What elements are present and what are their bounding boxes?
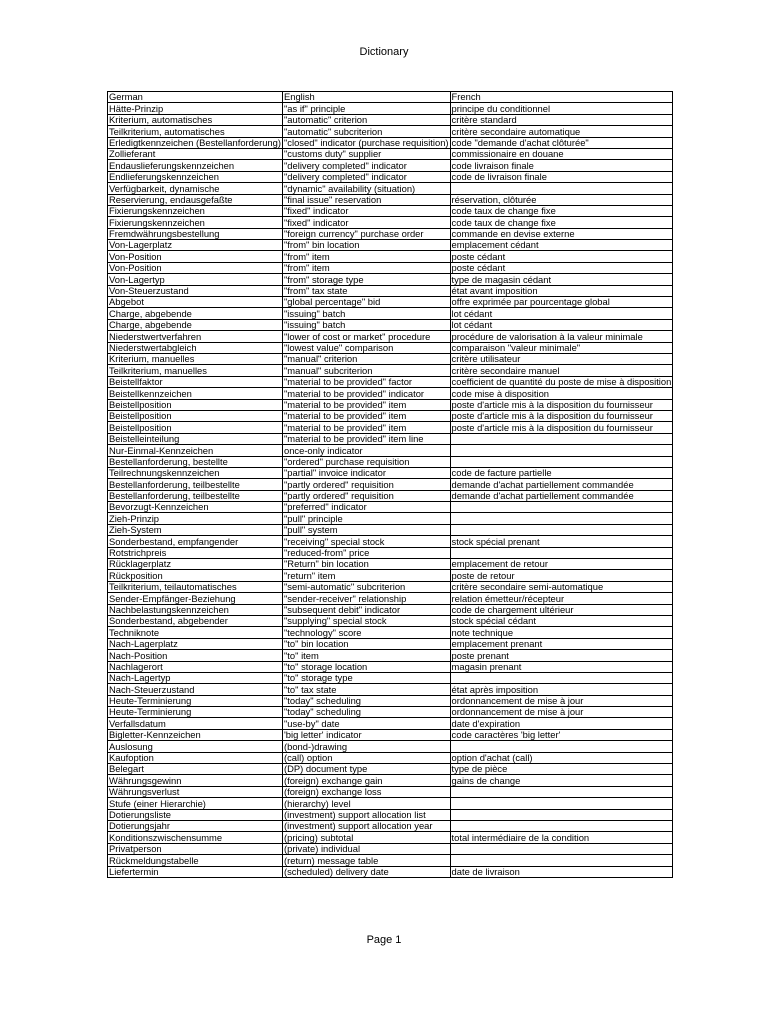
- german-term-cell: Charge, abgebende: [108, 319, 283, 330]
- table-row: [108, 410, 673, 421]
- french-term-cell: [450, 741, 673, 752]
- french-term-cell: [450, 843, 673, 854]
- german-term-cell: Bestellanforderung, teilbestellte: [108, 490, 283, 501]
- french-term-cell: stock spécial prenant: [450, 536, 673, 547]
- german-term-cell: Nach-Lagertyp: [108, 672, 283, 683]
- english-term-cell: "sender-receiver" relationship: [282, 593, 450, 604]
- table-row: [108, 627, 673, 638]
- french-term-cell: note technique: [450, 627, 673, 638]
- table-row: [108, 775, 673, 786]
- english-term-cell: (scheduled) delivery date: [282, 866, 450, 877]
- table-row: [108, 524, 673, 535]
- dictionary-table: [107, 91, 673, 878]
- english-term-cell: "reduced-from" price: [282, 547, 450, 558]
- table-row: [108, 319, 673, 330]
- english-term-cell: "material to be provided" item: [282, 422, 450, 433]
- english-term-cell: "from" item: [282, 251, 450, 262]
- french-term-cell: [450, 821, 673, 832]
- english-term-cell: "lower of cost or market" procedure: [282, 331, 450, 342]
- english-term-cell: (foreign) exchange loss: [282, 786, 450, 797]
- german-term-cell: Reservierung, endausgefaßte: [108, 194, 283, 205]
- french-term-cell: emplacement cédant: [450, 240, 673, 251]
- table-row: [108, 855, 673, 866]
- german-term-cell: Von-Position: [108, 251, 283, 262]
- german-term-cell: Teilkriterium, automatisches: [108, 126, 283, 137]
- table-row: [108, 137, 673, 148]
- german-term-cell: Heute-Terminierung: [108, 695, 283, 706]
- english-term-cell: "to" bin location: [282, 638, 450, 649]
- french-term-cell: total intermédiaire de la condition: [450, 832, 673, 843]
- french-term-cell: [450, 855, 673, 866]
- table-row: [108, 353, 673, 364]
- german-term-cell: Konditionszwischensumme: [108, 832, 283, 843]
- english-term-cell: (investment) support allocation list: [282, 809, 450, 820]
- french-term-cell: comparaison "valeur minimale": [450, 342, 673, 353]
- english-term-cell: "material to be provided" indicator: [282, 388, 450, 399]
- french-term-cell: emplacement de retour: [450, 559, 673, 570]
- french-term-cell: date d'expiration: [450, 718, 673, 729]
- english-term-cell: "automatic" subcriterion: [282, 126, 450, 137]
- english-term-cell: "fixed" indicator: [282, 217, 450, 228]
- table-row: [108, 832, 673, 843]
- german-term-cell: Sonderbestand, abgebender: [108, 615, 283, 626]
- page-number: Page 1: [366, 934, 402, 946]
- german-term-cell: Von-Lagertyp: [108, 274, 283, 285]
- english-term-cell: "to" storage type: [282, 672, 450, 683]
- table-row: [108, 467, 673, 478]
- german-term-cell: Sender-Empfänger-Beziehung: [108, 593, 283, 604]
- german-term-cell: Verfügbarkeit, dynamische: [108, 183, 283, 194]
- english-term-cell: 'big letter' indicator: [282, 729, 450, 740]
- english-term-cell: "partly ordered" requisition: [282, 479, 450, 490]
- table-row: [108, 171, 673, 182]
- table-row: [108, 786, 673, 797]
- table-row: [108, 194, 673, 205]
- german-term-cell: Heute-Terminierung: [108, 707, 283, 718]
- table-row: [108, 752, 673, 763]
- table-row: [108, 251, 673, 262]
- french-term-cell: emplacement prenant: [450, 638, 673, 649]
- german-term-cell: Charge, abgebende: [108, 308, 283, 319]
- table-row: [108, 843, 673, 854]
- table-row: [108, 729, 673, 740]
- german-term-cell: Teilkriterium, teilautomatisches: [108, 581, 283, 592]
- german-term-cell: Nachlagerort: [108, 661, 283, 672]
- french-term-cell: code de livraison finale: [450, 171, 673, 182]
- english-term-cell: "from" bin location: [282, 240, 450, 251]
- german-term-cell: Bestellanforderung, bestellte: [108, 456, 283, 467]
- french-term-cell: demande d'achat partiellement commandée: [450, 490, 673, 501]
- german-term-cell: Beistellposition: [108, 410, 283, 421]
- french-term-cell: lot cédant: [450, 319, 673, 330]
- french-term-cell: gains de change: [450, 775, 673, 786]
- french-term-cell: [450, 524, 673, 535]
- french-term-cell: principe du conditionnel: [450, 103, 673, 114]
- german-term-cell: Hätte-Prinzip: [108, 103, 283, 114]
- english-term-cell: once-only indicator: [282, 445, 450, 456]
- table-row: [108, 479, 673, 490]
- table-row: [108, 798, 673, 809]
- table-row: [108, 376, 673, 387]
- english-term-cell: (call) option: [282, 752, 450, 763]
- german-term-cell: Teilrechnungskennzeichen: [108, 467, 283, 478]
- german-term-cell: Währungsverlust: [108, 786, 283, 797]
- french-term-cell: [450, 502, 673, 513]
- table-row: [108, 160, 673, 171]
- french-term-cell: magasin prenant: [450, 661, 673, 672]
- german-term-cell: Liefertermin: [108, 866, 283, 877]
- german-term-cell: Endlieferungskennzeichen: [108, 171, 283, 182]
- table-row: [108, 399, 673, 410]
- german-term-cell: Fremdwährungsbestellung: [108, 228, 283, 239]
- english-term-cell: "use-by" date: [282, 718, 450, 729]
- german-term-cell: Verfallsdatum: [108, 718, 283, 729]
- column-header-german: German: [108, 92, 283, 103]
- german-term-cell: Teilkriterium, manuelles: [108, 365, 283, 376]
- english-term-cell: "from" storage type: [282, 274, 450, 285]
- french-term-cell: [450, 547, 673, 558]
- table-row: [108, 456, 673, 467]
- english-term-cell: "lowest value" comparison: [282, 342, 450, 353]
- german-term-cell: Stufe (einer Hierarchie): [108, 798, 283, 809]
- german-term-cell: Nach-Steuerzustand: [108, 684, 283, 695]
- french-term-cell: [450, 786, 673, 797]
- french-term-cell: code "demande d'achat clôturée": [450, 137, 673, 148]
- english-term-cell: "partly ordered" requisition: [282, 490, 450, 501]
- table-row: [108, 445, 673, 456]
- german-term-cell: Kriterium, manuelles: [108, 353, 283, 364]
- table-row: [108, 274, 673, 285]
- french-term-cell: [450, 183, 673, 194]
- table-row: [108, 764, 673, 775]
- table-row: [108, 650, 673, 661]
- french-term-cell: [450, 456, 673, 467]
- german-term-cell: Von-Position: [108, 262, 283, 273]
- table-row: [108, 581, 673, 592]
- table-row: [108, 547, 673, 558]
- english-term-cell: (DP) document type: [282, 764, 450, 775]
- table-row: [108, 308, 673, 319]
- english-term-cell: (investment) support allocation year: [282, 821, 450, 832]
- german-term-cell: Dotierungsjahr: [108, 821, 283, 832]
- english-term-cell: "from" tax state: [282, 285, 450, 296]
- german-term-cell: Rückmeldungstabelle: [108, 855, 283, 866]
- english-term-cell: "final issue" reservation: [282, 194, 450, 205]
- german-term-cell: Nachbelastungskennzeichen: [108, 604, 283, 615]
- table-row: [108, 707, 673, 718]
- english-term-cell: (pricing) subtotal: [282, 832, 450, 843]
- german-term-cell: Zollieferant: [108, 148, 283, 159]
- french-term-cell: [450, 798, 673, 809]
- german-term-cell: Beistellfaktor: [108, 376, 283, 387]
- english-term-cell: "receiving" special stock: [282, 536, 450, 547]
- german-term-cell: Nach-Position: [108, 650, 283, 661]
- french-term-cell: code livraison finale: [450, 160, 673, 171]
- french-term-cell: [450, 672, 673, 683]
- french-term-cell: critère secondaire semi-automatique: [450, 581, 673, 592]
- french-term-cell: poste d'article mis à la disposition du fournisseur: [450, 410, 673, 421]
- english-term-cell: "closed" indicator (purchase requisition): [283, 137, 449, 148]
- english-term-cell: "today" scheduling: [282, 707, 450, 718]
- french-term-cell: code caractères 'big letter': [450, 729, 673, 740]
- french-term-cell: code mise à disposition: [450, 388, 673, 399]
- english-term-cell: "pull" system: [282, 524, 450, 535]
- english-term-cell: "to" storage location: [282, 661, 450, 672]
- german-term-cell: Fixierungskennzeichen: [108, 205, 283, 216]
- french-term-cell: ordonnancement de mise à jour: [450, 695, 673, 706]
- table-row: [108, 240, 673, 251]
- english-term-cell: "today" scheduling: [282, 695, 450, 706]
- german-term-cell: Rotstrichpreis: [108, 547, 283, 558]
- german-term-cell: Niederstwertabgleich: [108, 342, 283, 353]
- french-term-cell: [450, 445, 673, 456]
- french-term-cell: procédure de valorisation à la valeur minimale: [450, 331, 673, 342]
- french-term-cell: critère utilisateur: [450, 353, 673, 364]
- english-term-cell: "delivery completed" indicator: [282, 171, 450, 182]
- table-row: [108, 365, 673, 376]
- table-row: [108, 148, 673, 159]
- french-term-cell: [450, 809, 673, 820]
- french-term-cell: critère standard: [450, 114, 673, 125]
- english-term-cell: "manual" subcriterion: [282, 365, 450, 376]
- table-row: [108, 342, 673, 353]
- german-term-cell: Bevorzugt-Kennzeichen: [108, 502, 283, 513]
- german-term-cell: Beistellposition: [108, 399, 283, 410]
- english-term-cell: "material to be provided" item line: [282, 433, 450, 444]
- english-term-cell: "from" item: [282, 262, 450, 273]
- english-term-cell: "partial" invoice indicator: [282, 467, 450, 478]
- english-term-cell: "material to be provided" factor: [282, 376, 450, 387]
- french-term-cell: code de chargement ultérieur: [450, 604, 673, 615]
- french-term-cell: code taux de change fixe: [450, 205, 673, 216]
- english-term-cell: "delivery completed" indicator: [282, 160, 450, 171]
- table-row: [108, 661, 673, 672]
- french-term-cell: critère secondaire automatique: [450, 126, 673, 137]
- table-row: [108, 718, 673, 729]
- english-term-cell: "supplying" special stock: [282, 615, 450, 626]
- table-row: [108, 809, 673, 820]
- table-row: [108, 684, 673, 695]
- french-term-cell: commissionaire en douane: [450, 148, 673, 159]
- french-term-cell: poste de retour: [450, 570, 673, 581]
- table-row: [108, 433, 673, 444]
- german-term-cell: Währungsgewinn: [108, 775, 283, 786]
- french-term-cell: poste cédant: [450, 251, 673, 262]
- table-row: [108, 285, 673, 296]
- french-term-cell: réservation, clôturée: [450, 194, 673, 205]
- german-term-cell: Beistellposition: [108, 422, 283, 433]
- german-term-cell: Von-Steuerzustand: [108, 285, 283, 296]
- french-term-cell: lot cédant: [450, 308, 673, 319]
- french-term-cell: [450, 433, 673, 444]
- german-term-cell: Techniknote: [108, 627, 283, 638]
- column-header-english: English: [282, 92, 450, 103]
- table-row: [108, 228, 673, 239]
- german-term-cell: Beistelleinteilung: [108, 433, 283, 444]
- table-row: [108, 672, 673, 683]
- french-term-cell: poste d'article mis à la disposition du fournisseur: [450, 399, 673, 410]
- english-term-cell: (foreign) exchange gain: [282, 775, 450, 786]
- english-term-cell: "semi-automatic" subcriterion: [282, 581, 450, 592]
- table-row: [108, 183, 673, 194]
- german-term-cell: Beistellkennzeichen: [108, 388, 283, 399]
- english-term-cell: "issuing" batch: [282, 319, 450, 330]
- german-term-cell: Dotierungsliste: [108, 809, 283, 820]
- german-term-cell: Nach-Lagerplatz: [108, 638, 283, 649]
- german-term-cell: Belegart: [108, 764, 283, 775]
- french-term-cell: offre exprimée par pourcentage global: [450, 297, 673, 308]
- english-term-cell: (return) message table: [282, 855, 450, 866]
- french-term-cell: relation émetteur/récepteur: [450, 593, 673, 604]
- french-term-cell: type de pièce: [450, 764, 673, 775]
- german-term-cell: Erledigtkennzeichen (Bestellanforderung): [109, 137, 281, 148]
- french-term-cell: poste cédant: [450, 262, 673, 273]
- german-term-cell: Kaufoption: [108, 752, 283, 763]
- table-row: [108, 513, 673, 524]
- german-term-cell: Bigletter-Kennzeichen: [108, 729, 283, 740]
- english-term-cell: "as if" principle: [282, 103, 450, 114]
- english-term-cell: "return" item: [282, 570, 450, 581]
- french-term-cell: demande d'achat partiellement commandée: [450, 479, 673, 490]
- table-row: [108, 126, 673, 137]
- english-term-cell: "issuing" batch: [282, 308, 450, 319]
- french-term-cell: code taux de change fixe: [450, 217, 673, 228]
- table-row: [108, 559, 673, 570]
- german-term-cell: Zieh-System: [108, 524, 283, 535]
- german-term-cell: Auslosung: [108, 741, 283, 752]
- english-term-cell: "customs duty" supplier: [282, 148, 450, 159]
- french-term-cell: [450, 513, 673, 524]
- table-row: [108, 821, 673, 832]
- french-term-cell: coefficient de quantité du poste de mise à disposition: [451, 376, 672, 388]
- table-row: [108, 422, 673, 433]
- french-term-cell: critère secondaire manuel: [450, 365, 673, 376]
- table-row: [108, 114, 673, 125]
- german-term-cell: Rückposition: [108, 570, 283, 581]
- english-term-cell: "pull" principle: [282, 513, 450, 524]
- english-term-cell: "Return" bin location: [282, 559, 450, 570]
- english-term-cell: "material to be provided" item: [282, 410, 450, 421]
- english-term-cell: "dynamic" availability (situation): [282, 183, 450, 194]
- french-term-cell: code de facture partielle: [450, 467, 673, 478]
- english-term-cell: (private) individual: [282, 843, 450, 854]
- german-term-cell: Sonderbestand, empfangender: [108, 536, 283, 547]
- table-row: [108, 536, 673, 547]
- english-term-cell: "ordered" purchase requisition: [282, 456, 450, 467]
- english-term-cell: "automatic" criterion: [282, 114, 450, 125]
- french-term-cell: date de livraison: [450, 866, 673, 877]
- page-title: Dictionary: [359, 46, 409, 58]
- table-row: [108, 866, 673, 877]
- table-row: [108, 638, 673, 649]
- english-term-cell: (hierarchy) level: [282, 798, 450, 809]
- french-term-cell: ordonnancement de mise à jour: [450, 707, 673, 718]
- german-term-cell: Nur-Einmal-Kennzeichen: [108, 445, 283, 456]
- table-row: [108, 604, 673, 615]
- english-term-cell: "material to be provided" item: [282, 399, 450, 410]
- german-term-cell: Endauslieferungskennzeichen: [108, 160, 283, 171]
- german-term-cell: Abgebot: [108, 297, 283, 308]
- french-term-cell: poste prenant: [450, 650, 673, 661]
- french-term-cell: commande en devise externe: [450, 228, 673, 239]
- table-row: [108, 593, 673, 604]
- table-row: [108, 217, 673, 228]
- german-term-cell: Rücklagerplatz: [108, 559, 283, 570]
- table-row: [108, 262, 673, 273]
- table-row: [108, 695, 673, 706]
- french-term-cell: stock spécial cédant: [450, 615, 673, 626]
- table-row: [108, 490, 673, 501]
- table-row: [108, 388, 673, 399]
- english-term-cell: "manual" criterion: [282, 353, 450, 364]
- french-term-cell: état avant imposition: [450, 285, 673, 296]
- french-term-cell: type de magasin cédant: [450, 274, 673, 285]
- german-term-cell: Niederstwertverfahren: [108, 331, 283, 342]
- table-row: [108, 615, 673, 626]
- german-term-cell: Privatperson: [108, 843, 283, 854]
- french-term-cell: option d'achat (call): [450, 752, 673, 763]
- english-term-cell: "subsequent debit" indicator: [282, 604, 450, 615]
- german-term-cell: Bestellanforderung, teilbestellte: [108, 479, 283, 490]
- german-term-cell: Zieh-Prinzip: [108, 513, 283, 524]
- table-row: [108, 741, 673, 752]
- table-row: [108, 205, 673, 216]
- french-term-cell: état après imposition: [450, 684, 673, 695]
- english-term-cell: (bond-)drawing: [282, 741, 450, 752]
- english-term-cell: "global percentage" bid: [282, 297, 450, 308]
- german-term-cell: Kriterium, automatisches: [108, 114, 283, 125]
- table-row: [108, 570, 673, 581]
- german-term-cell: Fixierungskennzeichen: [108, 217, 283, 228]
- english-term-cell: "to" item: [282, 650, 450, 661]
- table-row: [108, 297, 673, 308]
- english-term-cell: "technology" score: [282, 627, 450, 638]
- table-row: [108, 502, 673, 513]
- english-term-cell: "to" tax state: [282, 684, 450, 695]
- english-term-cell: "foreign currency" purchase order: [282, 228, 450, 239]
- column-header-french: French: [450, 92, 673, 103]
- english-term-cell: "preferred" indicator: [282, 502, 450, 513]
- header-row: [108, 92, 673, 103]
- table-row: [108, 103, 673, 114]
- french-term-cell: poste d'article mis à la disposition du fournisseur: [450, 422, 673, 433]
- table-row: [108, 331, 673, 342]
- german-term-cell: Von-Lagerplatz: [108, 240, 283, 251]
- english-term-cell: "fixed" indicator: [282, 205, 450, 216]
